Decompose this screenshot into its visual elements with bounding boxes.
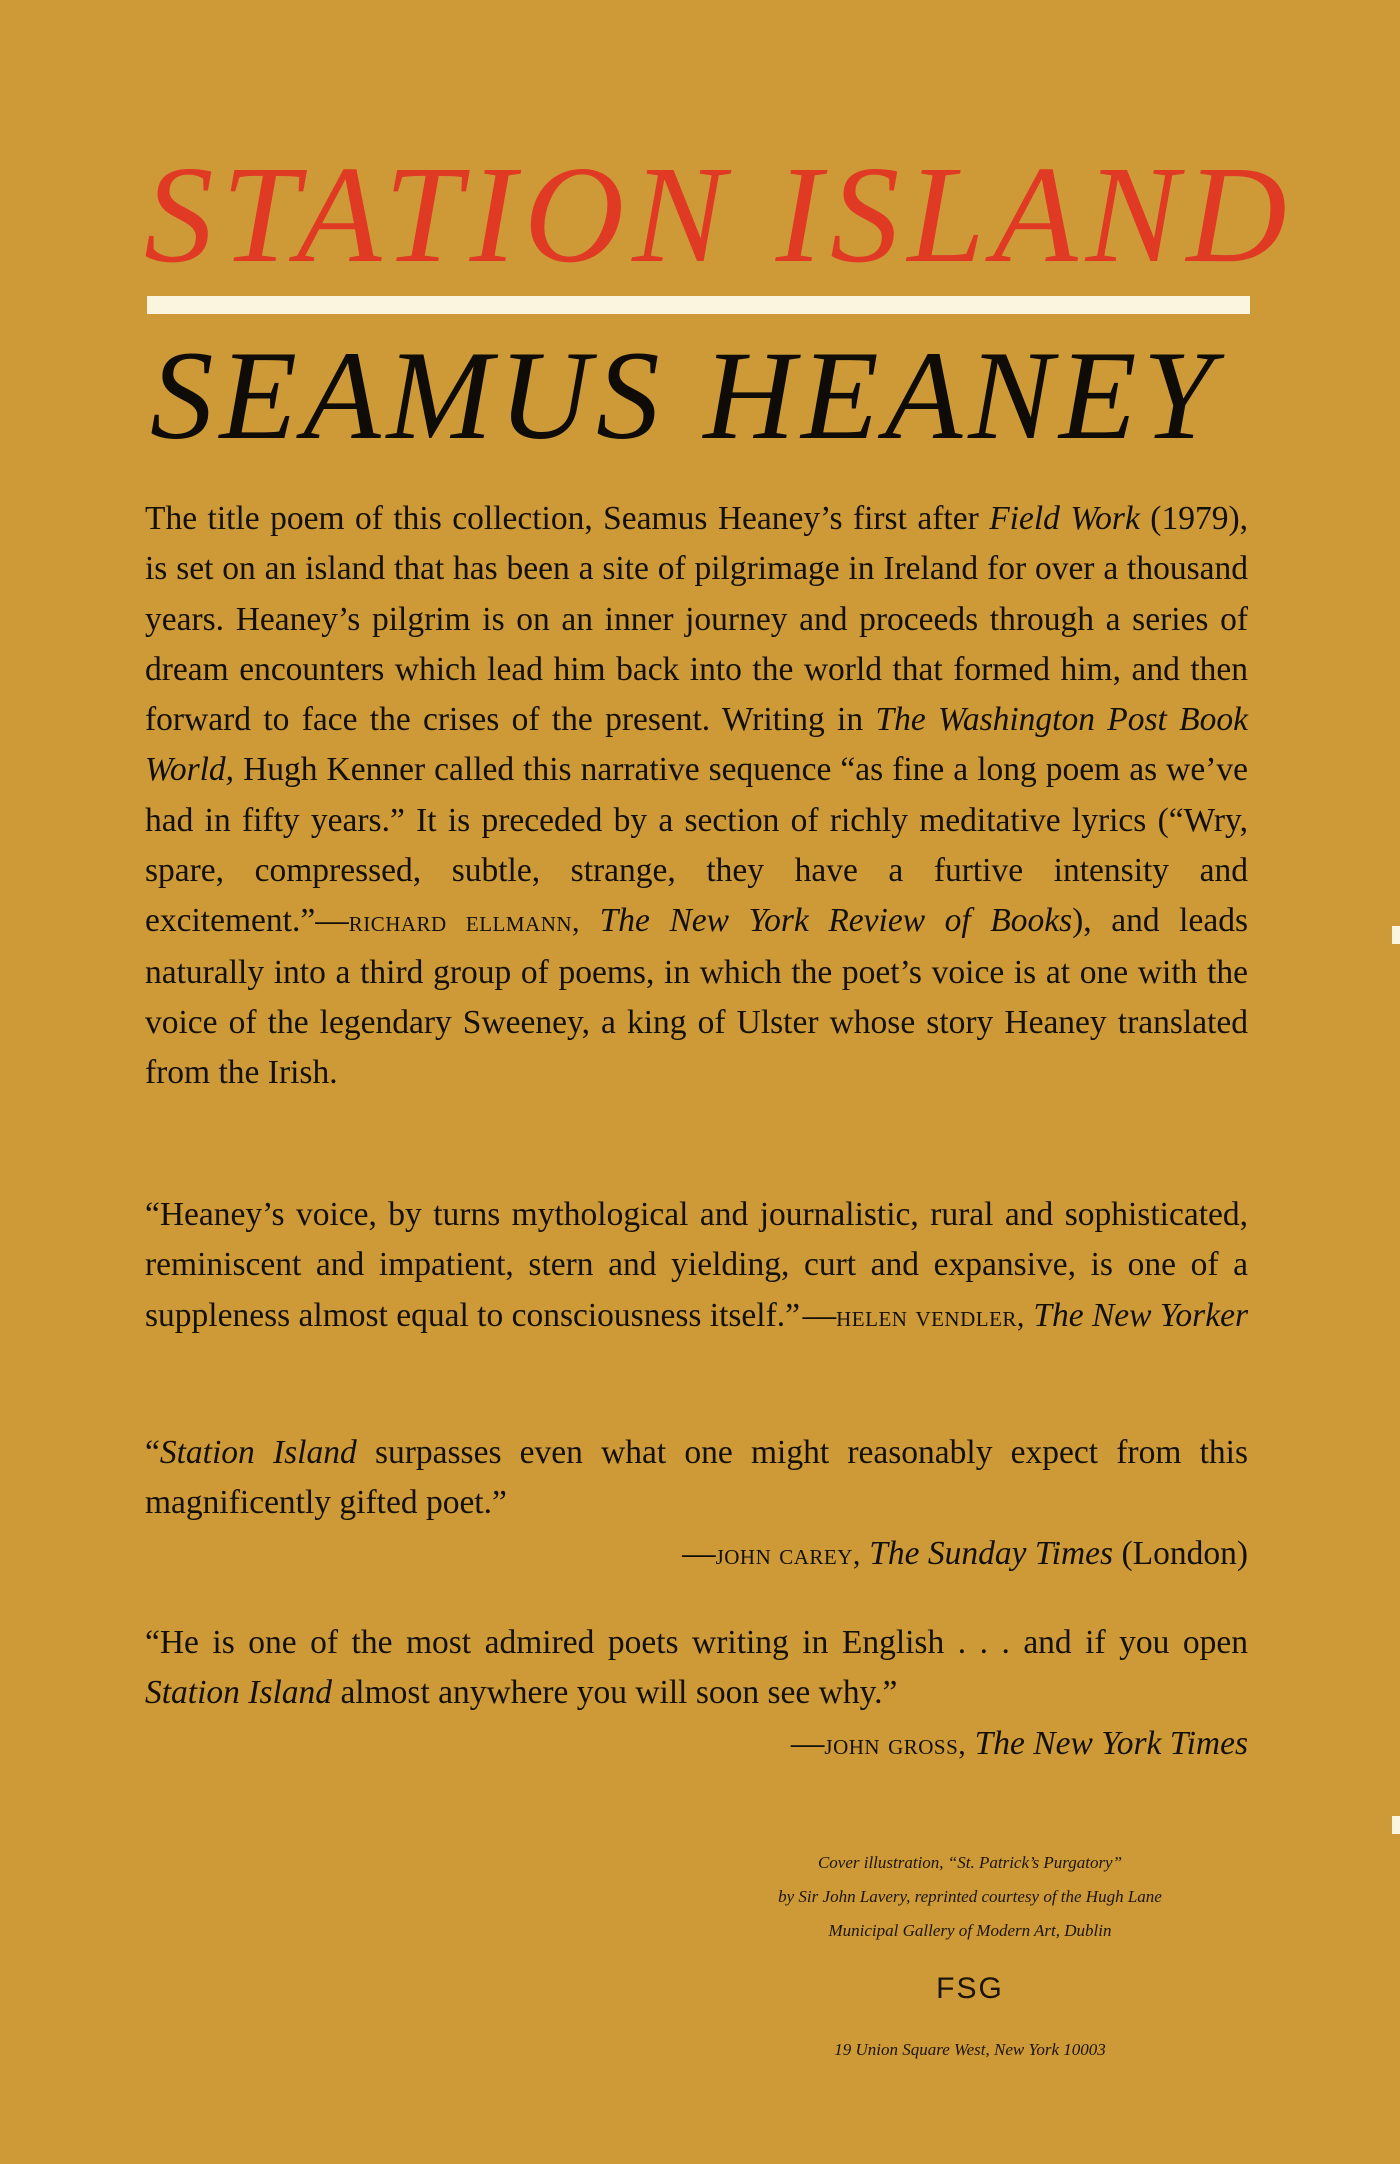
quote-text: “Heaney’s voice, by turns mythological and journalistic, rural and sophisticated, reminiscent and impatient, stern and yielding, curt and expansive, is one of a suppleness almost equal to consciousness itself.” — [145, 1196, 1248, 1334]
blurb-text: ), and leads naturally into a third group of poems, in which the poet’s voice is at one with the voice of the legendary Sweeney, a king of Ulster whose story Heaney translated from the Irish. — [145, 902, 1249, 1092]
credit-line: Municipal Gallery of Modern Art, Dublin — [828, 1921, 1112, 1940]
edge-mark — [1392, 926, 1400, 944]
publisher-address: 19 Union Square West, New York 10003 — [834, 2040, 1106, 2059]
cover-illustration-credit — [690, 1846, 1250, 1948]
review-quote-carey — [145, 1428, 1248, 1580]
attribution-dash: — — [682, 1534, 716, 1572]
review-quote-vendler — [145, 1190, 1248, 1342]
quote-attribution — [145, 1719, 1248, 1770]
publisher-logo: FSG — [936, 1972, 1004, 2005]
attribution-dash: — — [802, 1296, 837, 1334]
credit-line: Cover illustration, “St. Patrick’s Purgatory” — [817, 1853, 1123, 1872]
critic-name: john carey, — [715, 1537, 861, 1571]
description-blurb — [145, 494, 1248, 1099]
title-divider — [147, 296, 1250, 314]
publication-location: (London) — [1113, 1534, 1248, 1572]
book-title: STATION ISLAND — [144, 138, 1295, 292]
blurb-book-title: Field Work — [989, 500, 1140, 537]
quote-book-title: Station Island — [145, 1674, 333, 1712]
quote-text: surpasses even what one might reasonably expect from this magnificently gifted poet.” — [145, 1434, 1248, 1522]
edge-mark — [1392, 1816, 1400, 1834]
critic-name: helen vendler, — [836, 1299, 1025, 1333]
quote-text: almost anywhere you will soon see why.” — [332, 1674, 898, 1712]
publication-name: The New Yorker — [1024, 1296, 1248, 1334]
publication-name: The Sunday Times — [860, 1534, 1114, 1572]
credit-line: by Sir John Lavery, reprinted courtesy of the Hugh Lane — [778, 1887, 1162, 1906]
publication-name: The New York Times — [966, 1724, 1248, 1762]
quote-attribution — [803, 1291, 1248, 1342]
attribution-dash: — — [790, 1724, 825, 1762]
review-quote-gross — [145, 1618, 1248, 1770]
quote-text: “He is one of the most admired poets writing in English . . . and if you open — [145, 1624, 1248, 1661]
blurb-publication: The New York Review of Books — [580, 902, 1073, 940]
quote-attribution — [145, 1529, 1248, 1580]
author-name: SEAMUS HEANEY — [150, 326, 1220, 466]
blurb-critic-name: richard ellmann, — [348, 905, 581, 939]
critic-name: john gross, — [824, 1727, 967, 1761]
blurb-text: Hugh Kenner called this narrative sequence “as fine a long poem as we’ve had in fifty years.” It is preceded by a section of richly meditative lyrics (“Wry, spare, compressed, subtle, strange, they have a furtive intensity and excitement.”— — [145, 751, 1248, 940]
blurb-text: The title poem of this collection, Seamus Heaney’s first after — [145, 500, 990, 537]
quote-text: “ — [145, 1434, 160, 1471]
blurb-publication: The Washington Post Book World, — [145, 701, 1248, 789]
quote-book-title: Station Island — [159, 1434, 357, 1471]
blurb-text: (1979), is set on an island that has been a site of pilgrimage in Ireland for over a thousand years. Heaney’s pilgrim is on an inner journey and proceeds through a series of dream encounters which lead him back into the world that formed him, and then forward to face the crises of the present. Writing in — [145, 500, 1248, 739]
